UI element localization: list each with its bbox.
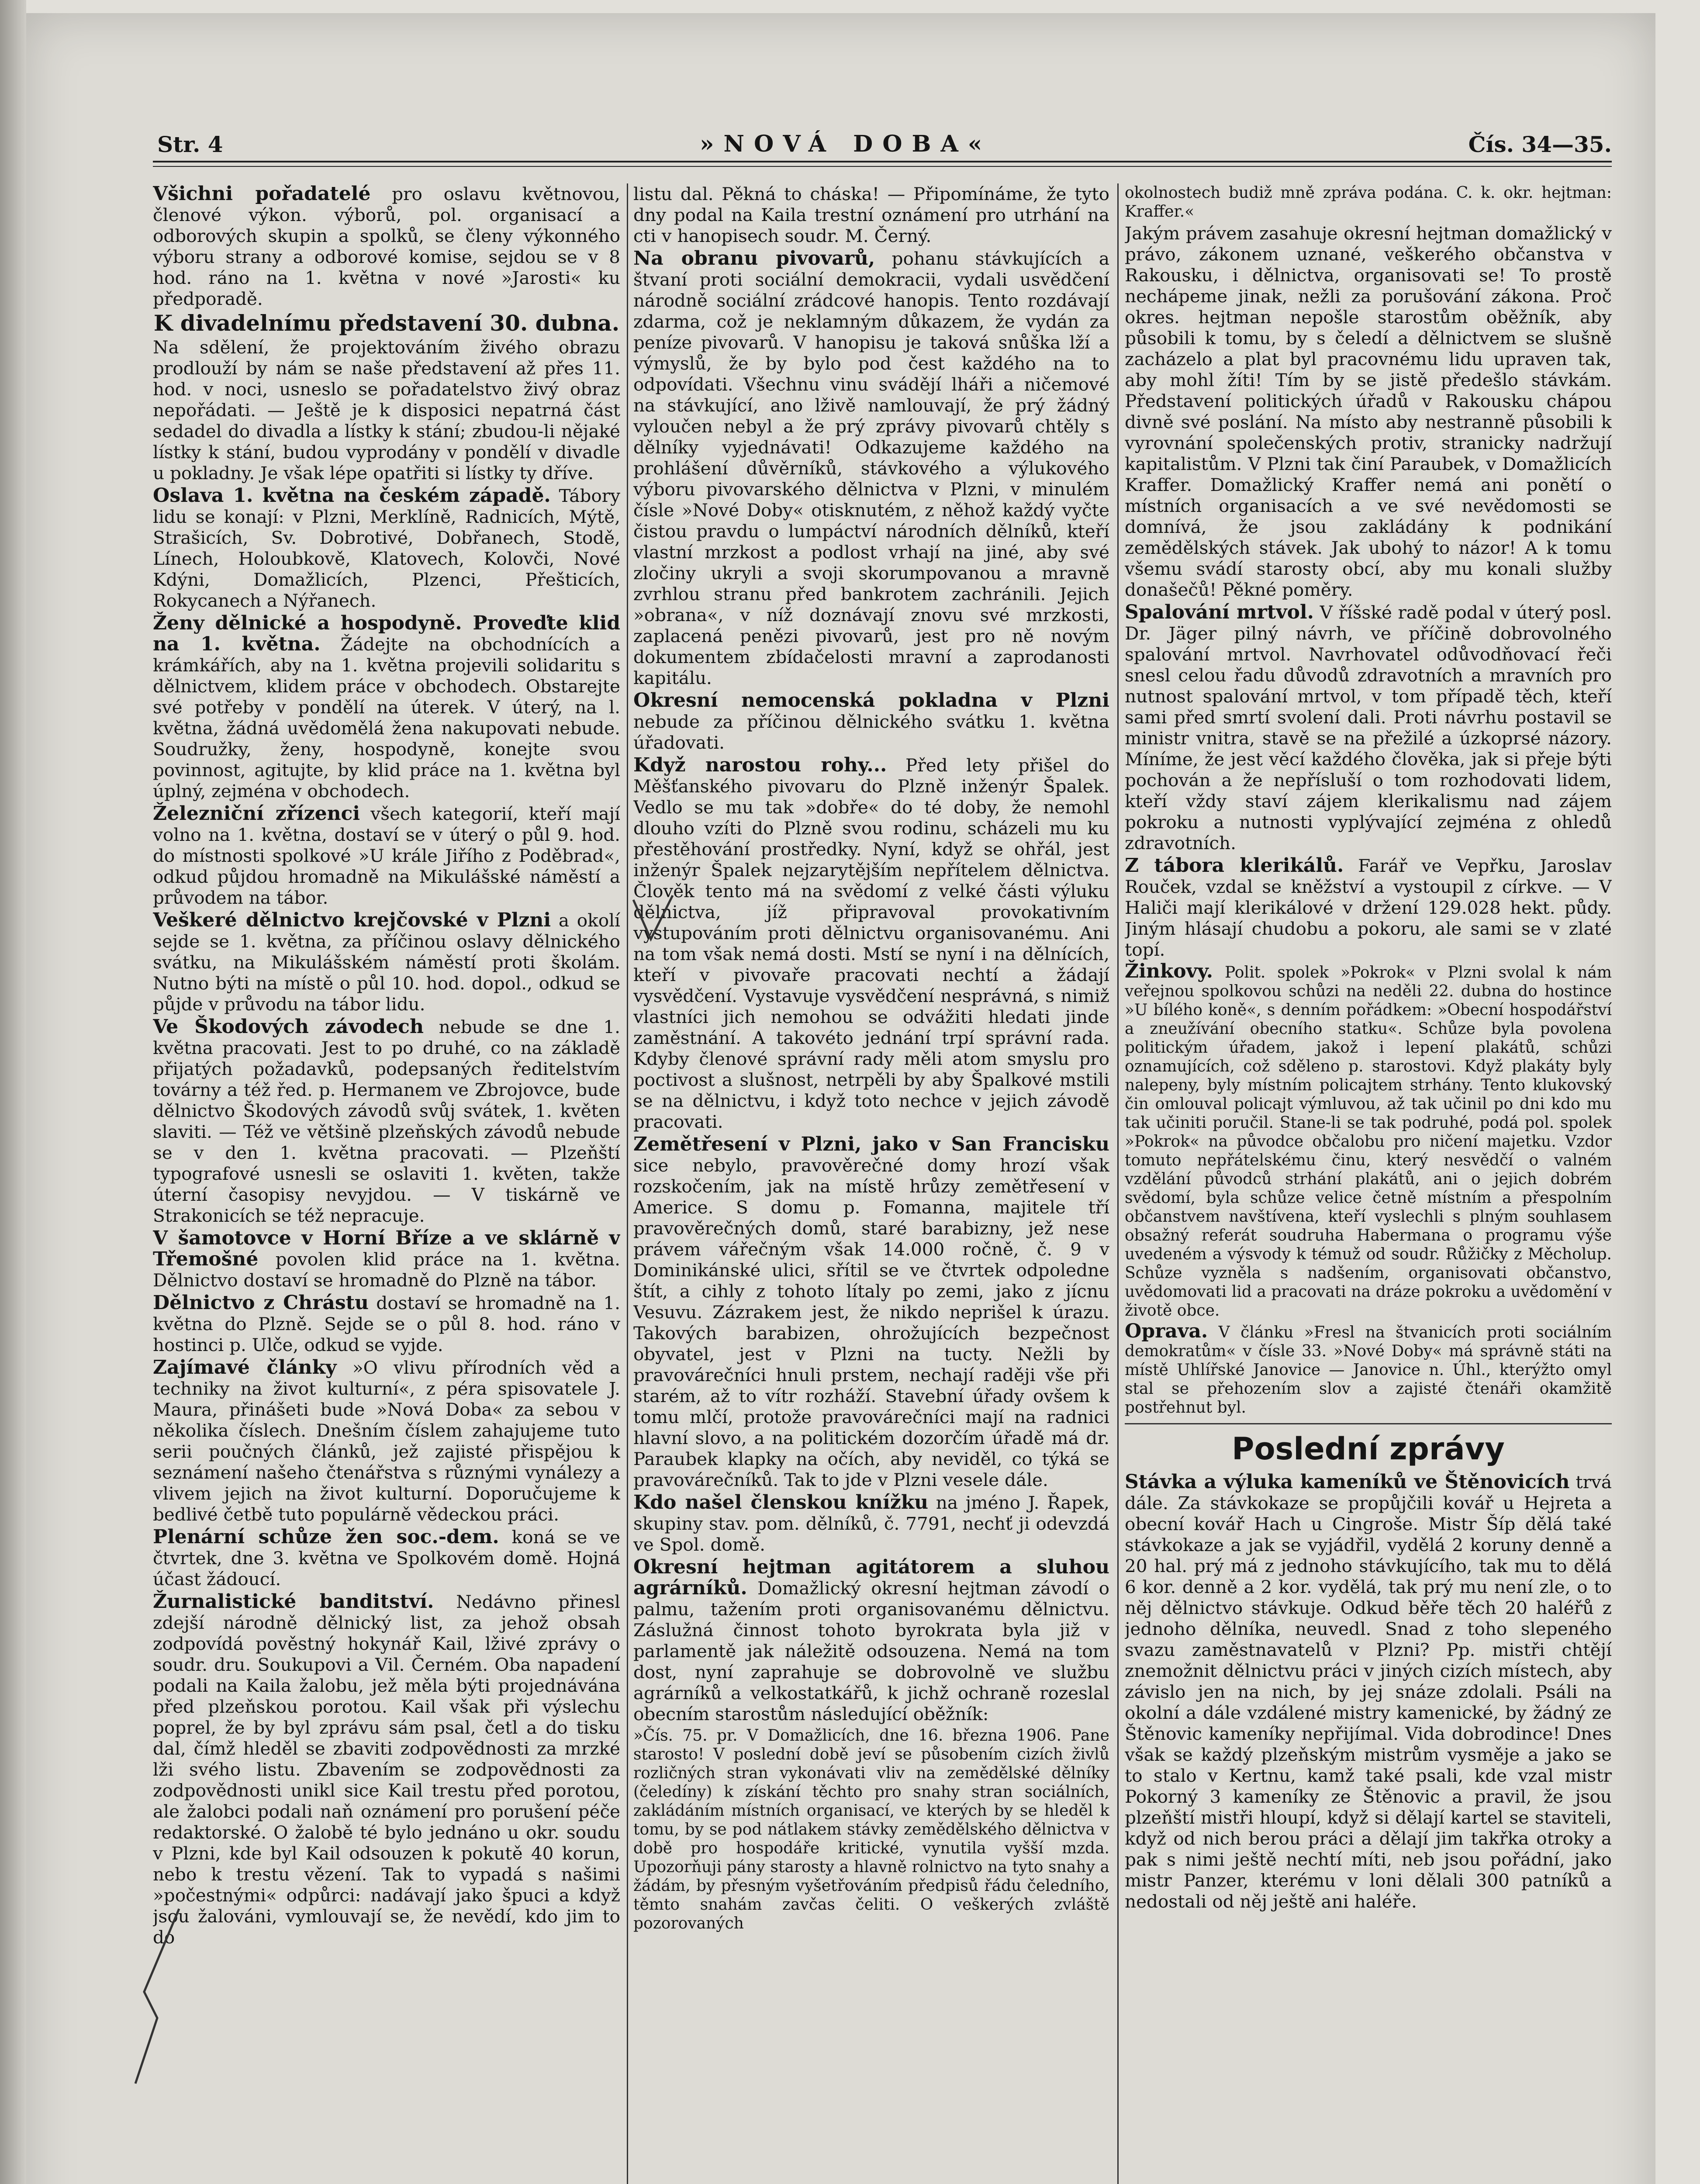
article xyxy=(153,337,620,484)
article-lead: Ve Škodových závodech xyxy=(153,1016,424,1038)
masthead-title: »NOVÁ DOBA« xyxy=(699,131,992,157)
page-number: Str. 4 xyxy=(157,131,223,157)
article-text: a okolí sejde se 1. května, za příčinou oslavy dělnického svátku, na Mikulášském náměstí proti školám. Nutno býti na místě o půl 10. hod. dopol., odkud se půjde v průvodu na tábor lidu. xyxy=(153,910,620,1015)
article-text: okolnostech budiž mně zpráva podána. C. k. okr. hejtman: Kraffer.« xyxy=(1125,184,1612,221)
article xyxy=(153,1527,620,1590)
article xyxy=(153,910,620,1015)
article xyxy=(153,613,620,802)
article xyxy=(153,485,620,611)
article xyxy=(153,1292,620,1355)
section-divider xyxy=(1125,1423,1612,1424)
article-lead: Veškeré dělnictvo krejčovské v Plzni xyxy=(153,909,551,931)
article-text: Nedávno přinesl zdejší národně dělnický list, za jehož obsah zodpovídá pověstný hokynář Kail, lživé zprávy o soudr. dru. Soukupovi a Vil. Černém. Oba napadení podali na Kaila žalobu, jež měla býti projednávána před plzeňskou porotou. Kail však při výslechu poprel, že by byl zprávu sám psal, četl a do tisku dal, čímž hleděl se zbaviti zodpovědnosti za mrzké lži svého listu. Zbavením se zodpovědnosti za zodpovědnosti unikl sice Kail trestu před porotou, ale žalobci podali naň oznámení pro porušení péče redaktorské. O žalobě té bylo jednáno u okr. soudu v Plzni, kde byl Kail odsouzen k pokutě 40 korun, nebo k trestu vězení. Tak to vypadá s našimi »počestnými« odpůrci: nadávají jako špuci a když jsou žalováni, vymlouvají se, že nevědí, kdo jim to do xyxy=(153,1591,620,1948)
article xyxy=(633,1134,1109,1490)
issue-number: Čís. 34—35. xyxy=(1468,131,1612,157)
article-text: Na sdělení, že projektováním živého obrazu prodlouží by nám se naše představení až přes 11. hod. v noci, usneslo se pořadatelstvo živý obraz nepořádati. — Ještě je k disposici nepatrná část sedadel do divadla a lístky k stání; zbudou-li nějaké lístky k stání, budou vyprodány v pondělí v divadle u pokladny. Je však lépe opatřiti si lístky ty dříve. xyxy=(153,337,620,484)
article-lead: K divadelnímu představení 30. dubna. xyxy=(153,310,620,336)
column-2 xyxy=(633,183,1109,2184)
article-text: Před lety přišel do Měšťanského pivovaru do Plzně inženýr Špalek. Vedlo se mu tak »dobře« do té doby, že nemohl dlouho vzíti do Plzně svou rodinu, scházeli mu ku přestěhování prostředky. Nyní, když se ohřál, jest inženýr Špalek nejzarytějším nepřítelem dělnictva. Člověk tento má na svědomí z velké části výluku dělnictva, jíž připravoval provokativním vystupováním proti dělnictvu organisovanému. Ani na tom však nemá dosti. Mstí se nyní i na dělnících, kteří v pivovaře pracovati nechtí a žádají vysvědčení. Vystavuje vysvědčení nesprávná, s nimiž vlastníci jich nemohou se odvážiti hledati jinde zaměstnání. A takovéto jednání trpí správní rada. Kdyby členové správní rady měli atom smyslu pro poctivost a slušnost, netrpěli by aby Špalkové mstili se na dělnictvu, i když toto nechce v jejich závodě pracovati. xyxy=(633,755,1109,1132)
article xyxy=(153,1016,620,1226)
article-lead: Když narostou rohy... xyxy=(633,754,887,776)
article xyxy=(1125,1472,1612,1912)
article-text: Polit. spolek »Pokrok« v Plzni svolal k nám veřejnou spolkovou schůzi na neděli 22. dubna do hostince »U bílého koně«, s denním pořádkem: »Obecní hospodářství a zneužívání obecního statku«. Schůze byla povolena politickým úřadem, jakož i lepení plakátů, schůzi oznamujících, což sděleno p. starostovi. Když plakáty byly nalepeny, byly místním policajtem strhány. Tento klukovský čin omlouval policajt výmluvou, až tak učinil po dni kdo mu tak učiniti poručil. Stane-li se tak podruhé, podá pol. spolek »Pokrok« na původce občalobu pro ničení majetku. Vzdor tomuto nepřátelskému činu, který nesvědčí o valném vzdělání původců strhání plakátů, ani o jejich dobrém svědomí, byla schůze velice četně místním a přespolním občanstvem navštívena, kteří vyslechli s plným souhlasem obsažný referát soudruha Habermana o programu výše uvedeném a výsvody k témuž od soudr. Růžičky z Měcholup. Schůze vyzněla s nadšením, organisovati občanstvo, uvědomovati lid a pracovati na dráze pokroku a uvědomění v životě obce. xyxy=(1125,964,1612,1320)
article xyxy=(633,1557,1109,1724)
article-lead: Na obranu pivovarů, xyxy=(633,247,875,270)
article-lead: Oprava. xyxy=(1125,1320,1208,1342)
article xyxy=(153,1357,620,1525)
article xyxy=(633,248,1109,688)
page-header xyxy=(157,127,1612,157)
article-text: Domažlický okresní hejtman závodí o palmu, tažením proti organisovanému dělnictvu. Záslužná činnost tohoto byrokrata byla již v parlamentě jak náležitě odsouzena. Nemá na tom dost, nyní zaprahuje se dobrovolně ve službu agrárníků a velkostatkářů, k jichž ochraně rozeslal obecním starostům následující oběžník: xyxy=(633,1578,1109,1724)
article-text: Jakým právem zasahuje okresní hejtman domažlický v právo, zákonem uznané, veškerého občanstva v Rakousku, i dělnictva, organisovati se! To prostě nechápeme jinak, nežli za porušování zákona. Proč okres. hejtman nepošle starostům oběžník, aby působili k tomu, by s čeledí a dělnictvem se slušně zacházelo a plat byl pracovnému lidu upraven tak, aby mohl žíti! Tím by se jistě předešlo stávkám. Představení politických úřadů v Rakousku chápou divně své poslání. Na místo aby nestranně působili k vyrovnání společenských protiv, stranicky nadržují kapitalistům. V Plzni tak činí Paraubek, v Domažlicích Kraffer. Domažlický Kraffer nemá ani ponětí o místních organisacích a ve své nevědomosti se domnívá, že jsou zakládány k podnikání zemědělských stávek. Jak ubohý to názor! A k tomu všemu svádí starosty obcí, aby mu konali služby donašečů! Pěkné poměry. xyxy=(1125,223,1612,600)
article-lead: Plenární schůze žen soc.-dem. xyxy=(153,1526,499,1548)
book-spine-shadow xyxy=(0,0,26,2184)
article-lead: Všichni pořadatelé xyxy=(153,183,371,205)
article xyxy=(1125,962,1612,1320)
article xyxy=(153,1591,620,1948)
article xyxy=(153,183,620,309)
article-lead: Žinkovy. xyxy=(1125,960,1213,982)
article xyxy=(633,755,1109,1132)
article-lead: Spalování mrtvol. xyxy=(1125,601,1314,623)
article-lead: Okresní nemocenská pokladna v Plzni xyxy=(633,689,1109,712)
article-lead: Železniční zřízenci xyxy=(153,802,360,825)
article-lead: Ženy dělnické a hospodyně. Proveďte klid na 1. května. xyxy=(153,612,620,655)
article xyxy=(1125,602,1612,854)
article-lead: Dělnictvo z Chrástu xyxy=(153,1292,369,1314)
article-lead: Z tábora klerikálů. xyxy=(1125,854,1344,877)
handwritten-mark xyxy=(625,891,681,948)
article-text: sice nebylo, pravověrečné domy hrozí však rozskočením, jak na místě hrůzy zemětřesení v Americe. S domu p. Fomanna, majitele tří pravověrečných domů, staré barabizny, jež nese právem vářečným však 14.000 ročně, č. 9 v Dominikánské ulici, sřítil se ve čtvrtek odpoledne štít, a cihly z tohoto lítaly po zemi, jako z jícnu Vesuvu. Zázrakem jest, že nikdo neprišel k úrazu. Takových barabizen, ohrožujících bezpečnost obyvatel, jest v Plzni na tucty. Nežli by pravovárečníci hnuli prstem, nechají raději vše při starém, až to vítr rozháží. Stavební úřady ovšem k tomu mlčí, protože pravovárečníci mají na radnici hlavní slovo, a na politickém dozorčím úřadě má dr. Paraubek klapky na očích, aby neviděl, co týká se pravovárečníků. Tak to jde v Plzni vesele dále. xyxy=(633,1155,1109,1490)
article-text: dostaví se hromadně na 1. května do Plzně. Sejde se o půl 8. hod. ráno v hostinci p. Ulče, odkud se vyjde. xyxy=(153,1292,620,1355)
article-text: na jméno J. Řapek, skupiny stav. pom. dělníků, č. 7791, nechť ji odevzdá ve Spol. domě. xyxy=(633,1492,1109,1555)
article-text: Žádejte na obchodnících a krámkářích, aby na 1. května projevili solidaritu s dělnictvem, klidem práce v obchodech. Obstarejte své potřeby v pondělí na úterek. V úterý, na l. května, žádná uvědomělá žena nakupovati nebude. Soudružky, ženy, hospodyně, konejte svou povinnost, agitujte, by klid práce na 1. května byl úplný, zejména v obchodech. xyxy=(153,634,620,802)
article xyxy=(633,690,1109,753)
article-lead: Žurnalistické banditství. xyxy=(153,1590,434,1613)
column-rule xyxy=(1117,183,1119,2184)
article xyxy=(153,1228,620,1291)
article-lead: V šamotovce v Horní Bříze a ve sklárně v Třemošné xyxy=(153,1227,620,1270)
handwritten-mark xyxy=(127,1904,188,2088)
article-text: V článku »Fresl na štvanicích proti sociálním demokratům« v čísle 33. »Nové Doby« má správně státi na místě Uhlířské Janovice — Janovice n. Úhl., kterýžto omyl stal se přehozením slov a zajisté čtenáři okamžitě postřehnut byl. xyxy=(1125,1324,1612,1417)
article-text: listu dal. Pěkná to cháska! — Připomínáme, že tyto dny podal na Kaila trestní oznámení pro utrhání na cti v hanopisech soudr. M. Černý. xyxy=(633,183,1109,246)
article-lead: Okresní hejtman agitátorem a sluhou agrárníků. xyxy=(633,1556,1109,1599)
article xyxy=(1125,855,1612,960)
column-1 xyxy=(153,183,620,2184)
article xyxy=(633,183,1109,246)
article-text: pohanu stávkujících a štvaní proti sociální demokracii, vydali usvědčení národně sociální zrádcové hanopis. Tento rozdávají zdarma, což je neklamným důkazem, že vydán za peníze pivovarů. V hanopisu je taková snůška lží a výmyslů, že by bylo pod čest každého na to odpovídati. Všechnu vinu svádějí lháři a ničemové na stávkující, ano lživě namlouvají, že prý žádný vyloučen nebyl a že prý zprávy pivovarů chtěly s dělníky vyjednávati! Odkazujeme každého na prohlášení důvěrníků, stávkového a výlukového výboru pivovarského dělnictva v Plzni, v minulém čísle »Nové Doby« otisknutém, z něhož každý vyčte čistou pravdu o lumpáctví národních dělníků, kteří vlastní mrzkost a podlost vrhají na jiné, aby své zločiny ukryli a svoji skorumpovanou a mravně zvrhlou stranu před bankrotem zachránili. Jejich »obrana«, v níž doznávají znovu své mrzkosti, zaplacená penězi pivovarů, jest pro ně novým dokumentem zbídačelosti mravní a zaprodanosti kapitálu. xyxy=(633,248,1109,688)
article-text: povolen klid práce na 1. května. Dělnictvo dostaví se hromadně do Plzně na tábor. xyxy=(153,1249,620,1291)
article-lead: Stávka a výluka kameníků ve Štěnovicích xyxy=(1125,1471,1570,1493)
article xyxy=(153,803,620,908)
article xyxy=(1125,183,1612,221)
article-text: koná se ve čtvrtek, dne 3. května ve Spolkovém domě. Hojná účast žádoucí. xyxy=(153,1527,620,1590)
article-text: nebude se dne 1. května pracovati. Jest to po druhé, co na základě přijatých požadavků, podepsaných ředitelstvím továrny a též řed. p. Hermanem ve Zbrojovce, bude dělnictvo Škodových závodů svůj svátek, 1. květen slaviti. — Též ve většině plzeňských závodů nebude se v den 1. května pracovati. — Plzeňští typografové usnesli se oslaviti 1. květen, takže úterní časopisy nevyjdou. — V tiskárně ve Strakonicích se též nepracuje. xyxy=(153,1016,620,1226)
article xyxy=(633,1492,1109,1555)
column-3 xyxy=(1125,183,1612,2184)
article-text: pro oslavu květnovou, členové výkon. výborů, pol. organisací a odborových skupin a spolků, se členy výkonného výboru strany a odborové komise, sejdou se v 8 hod. ráno na 1. května v nové »Jarosti« ku předporadě. xyxy=(153,183,620,309)
header-rule xyxy=(153,161,1612,167)
article-lead: Zajímavé články xyxy=(153,1356,337,1379)
article xyxy=(153,310,620,336)
article-lead: Oslava 1. května na českém západě. xyxy=(153,484,551,507)
article-text: »O vlivu přírodních věd a techniky na život kulturní«, z péra spisovatele J. Maura, přinášeti bude »Nová Doba« za sebou v několika číslech. Dnešním číslem zahajujeme tuto serii poučných článků, jež zajisté přispějou k seznámení našeho čtenářstva s různými vynálezy a vlivem jejich na život kulturní. Doporučujeme k bedlivé četbě tuto populárně vědeckou práci. xyxy=(153,1357,620,1525)
article-text: trvá dále. Za stávkokaze se propůjčili kovář u Hejreta a obecní kovář Hach u Cingroše. Mistr Šíp dělá také stávkokaze a jak se vyjádřil, vydělá 2 koruny denně a 20 hal. prý má z jednoho stávkujícího, tak mu to dělá 6 kor. denně a 2 kor. vydělá, tak prý mu není zle, o to něj dělnictvo stávkuje. Odkud běře těch 20 haléřů z jednoho dělníka, neuvedl. Snad z toho slepeného svazu zaměstnavatelů v Plzni? Pp. mistři chtějí znemožnit dělnictvu práci v jiných cizích místech, aby závislo jen na nich, by jej snáze zdolali. Psáli na okolní a dále vzdálené mistry kamenické, by žádný ze Štěnovic kameníky nepřijímal. Vida dobrodince! Dnes však se každý plzeňským mistrům vysměje a jako se to stalo v Kertnu, kamž také psali, kde vzal mistr Pokorný 3 kameníky ze Štěnovic a pravil, že jsou plzeňští mistři hloupí, když si dělají kartel se staviteli, když od nich berou práci a dělají jim takřka otroky a pak s nimi ještě nechtí míti, neb jsou pořádní, jako mistr Panzer, kterému v loni dělali 300 patníků a nedostali od něj ještě ani haléře. xyxy=(1125,1472,1612,1912)
article xyxy=(633,1726,1109,1933)
latest-news-heading: Poslední zprávy xyxy=(1232,1431,1505,1467)
article xyxy=(1125,223,1612,600)
article-text: V říšské radě podal v úterý posl. Dr. Jäger pilný návrh, ve příčině dobrovolného spalování mrtvol. Navrhovatel odůvodňovací řeči snesl celou řadu důvodů zdravotních a mravních pro nutnost spalování mrtvol, v tom případě těch, kteří sami před smrtí svolení dali. Proti návrhu postavil se ministr vnitra, stavě se na přežilé a úzkoprsé názory. Míníme, že jest věcí každého člověka, jak si přeje býti pochován a že nepřísluší o tom rozhodovati lidem, kteří vždy staví zájem klerikalismu nad zájem pokroku a nutnosti vyplývající zejména z ohledů zdravotních. xyxy=(1125,602,1612,854)
article-text: »Čís. 75. pr. V Domažlicích, dne 16. března 1906. Pane starosto! V poslední době jeví se působením cizích živlů rozličných stran vykonávati vliv na zemědělské dělníky (čeledíny) k získání těchto pro snahy stran sociálních, zakládáním místních organisací, ve kterých by se hleděl k tomu, by se pod nátlakem stávky zemědělského dělnictva v době pro hospodáře kritické, vynutila vyšší mzda. Upozorňuji pány starosty a hlavně rolnictvo na tyto snahy a žádám, by přesným vyšetřováním předpisů řádu čeledního, těmto snahám zavčas čeliti. O veškerých zvláště pozorovaných xyxy=(633,1727,1109,1932)
article-text: Farář ve Vepřku, Jaroslav Rouček, vzdal se kněžství a vystoupil z církve. — V Haliči mají klerikálové v držení 129.028 hekt. půdy. Jiným hlásají chudobu a pokoru, ale sami se v zlaté topí. xyxy=(1125,855,1612,960)
article-lead: Zemětřesení v Plzni, jako v San Francisku xyxy=(633,1133,1109,1155)
article-text: všech kategorií, kteří mají volno na 1. května, dostaví se v úterý o půl 9. hod. do místnosti spolkové »U krále Jiřího z Poděbrad«, odkud půjdou hromadně na Mikulášské náměstí a průvodem na tábor. xyxy=(153,803,620,908)
article-text: Tábory lidu se konají: v Plzni, Merklíně, Radnicích, Mýtě, Strašicích, Sv. Dobrotivé, Dobřanech, Stodě, Línech, Holoubkově, Klatovech, Kolovči, Nové Kdýni, Domažlicích, Plzenci, Přešticích, Rokycanech a Nýřanech. xyxy=(153,485,620,611)
article-lead: Kdo našel členskou knížku xyxy=(633,1491,929,1514)
article xyxy=(1125,1322,1612,1417)
article-text: nebude za příčinou dělnického svátku 1. května úřadovati. xyxy=(633,711,1109,753)
column-rule xyxy=(627,183,628,2184)
